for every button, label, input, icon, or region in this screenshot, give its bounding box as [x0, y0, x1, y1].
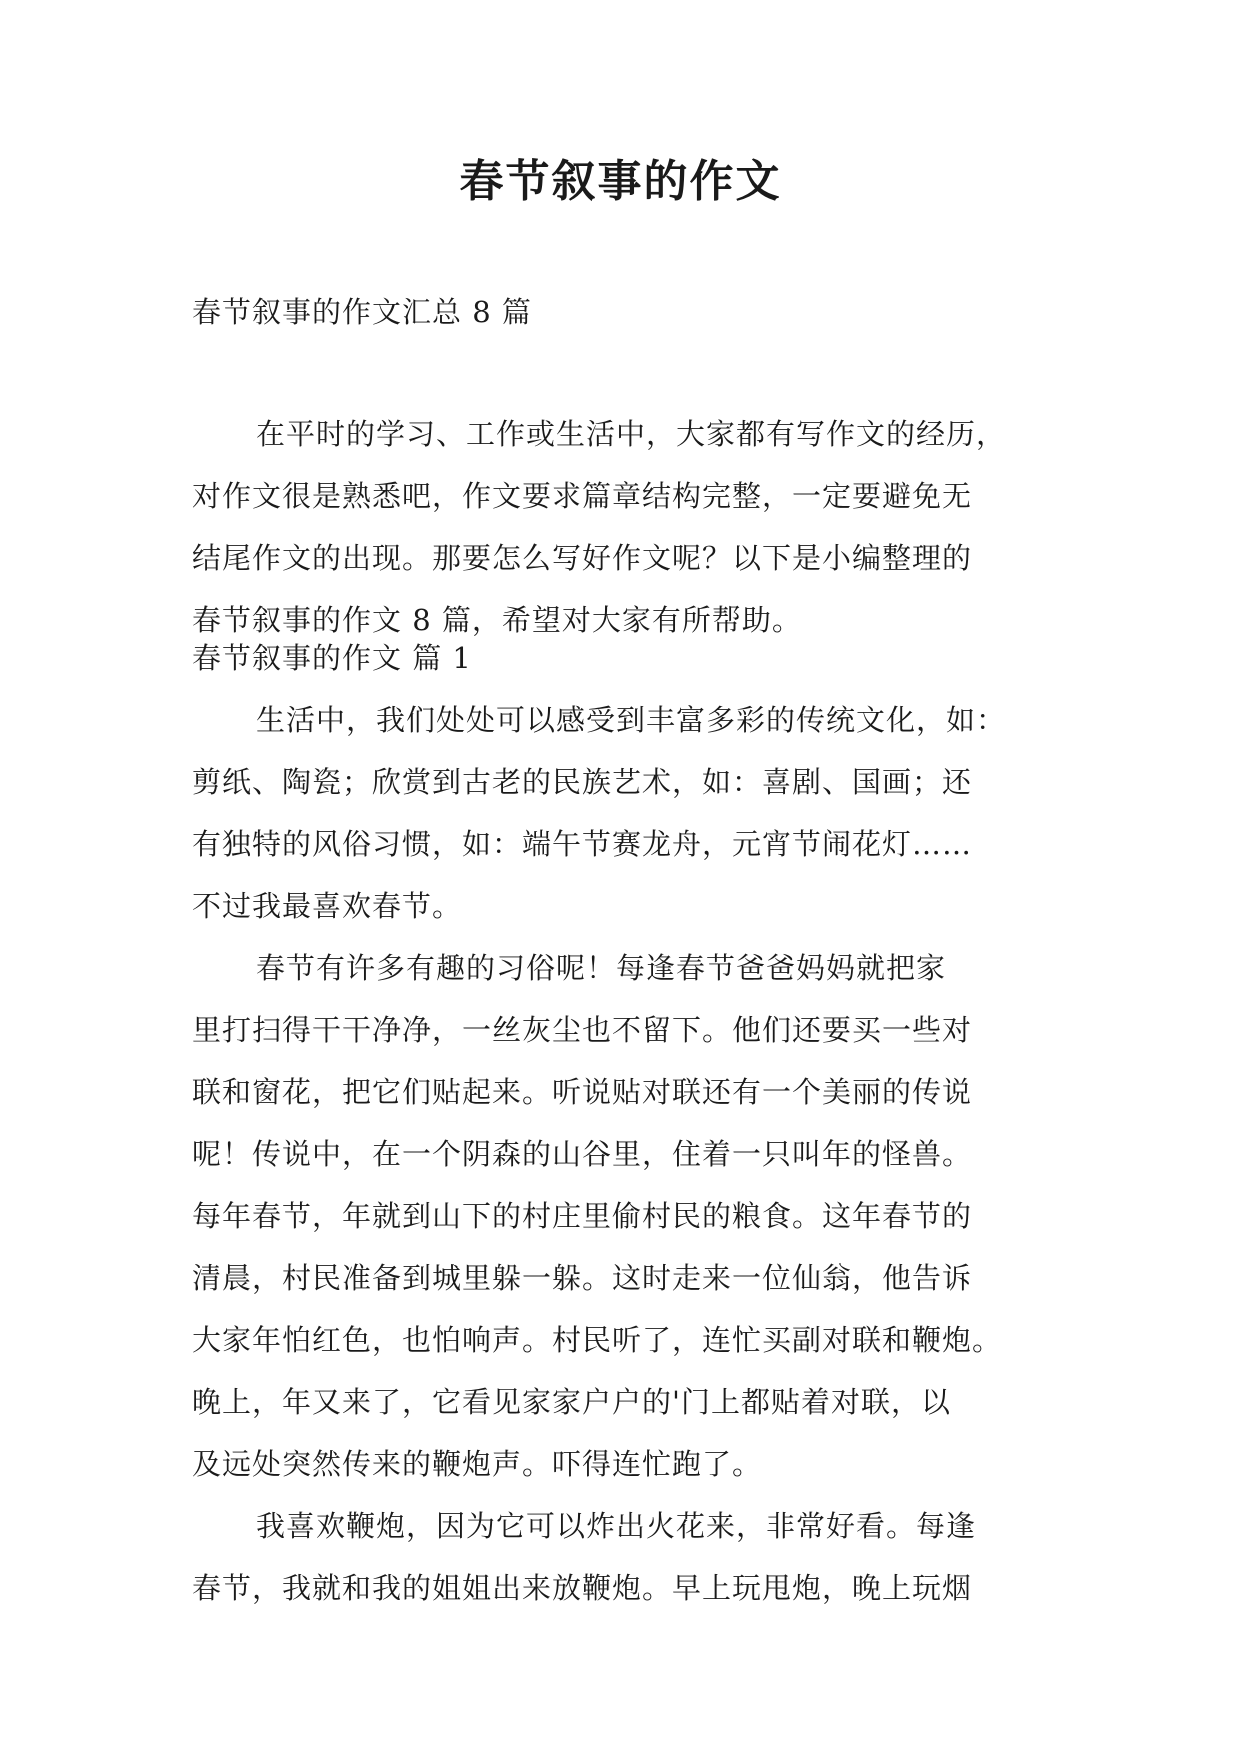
text-line: 联和窗花，把它们贴起来。听说贴对联还有一个美丽的传说	[192, 1075, 973, 1109]
text-line: 不过我最喜欢春节。	[192, 889, 463, 923]
document-title: 春节叙事的作文	[459, 156, 782, 207]
text-line: 大家年怕红色，也怕响声。村民听了，连忙买副对联和鞭炮。	[192, 1323, 1003, 1357]
intro-paragraph	[192, 403, 1062, 651]
text-line: 结尾作文的出现。那要怎么写好作文呢？以下是小编整理的	[192, 541, 973, 575]
text-line: 春节叙事的作文 8 篇，希望对大家有所帮助。	[192, 603, 802, 637]
text-line: 春节，我就和我的姐姐出来放鞭炮。早上玩甩炮，晚上玩烟	[192, 1571, 973, 1605]
section-heading: 春节叙事的作文 篇 1	[192, 641, 472, 675]
document-subtitle: 春节叙事的作文汇总 8 篇	[192, 295, 532, 329]
text-line: 里打扫得干干净净，一丝灰尘也不留下。他们还要买一些对	[192, 1013, 973, 1047]
text-line: 有独特的风俗习惯，如：端午节赛龙舟，元宵节闹花灯……	[192, 827, 973, 861]
text-line: 晚上，年又来了，它看见家家户户的'门上都贴着对联，以	[192, 1385, 951, 1419]
text-line: 剪纸、陶瓷；欣赏到古老的民族艺术，如：喜剧、国画；还	[192, 765, 973, 799]
text-line: 对作文很是熟悉吧，作文要求篇章结构完整，一定要避免无	[192, 479, 973, 513]
text-line: 生活中，我们处处可以感受到丰富多彩的传统文化，如：	[256, 703, 1007, 737]
text-line: 我喜欢鞭炮，因为它可以炸出火花来，非常好看。每逢	[256, 1509, 977, 1543]
text-line: 每年春节，年就到山下的村庄里偷村民的粮食。这年春节的	[192, 1199, 973, 1233]
section-1	[192, 627, 1062, 1619]
text-line: 呢！传说中，在一个阴森的山谷里，住着一只叫年的怪兽。	[192, 1137, 973, 1171]
text-line: 及远处突然传来的鞭炮声。吓得连忙跑了。	[192, 1447, 763, 1481]
text-line: 在平时的学习、工作或生活中，大家都有写作文的经历，	[256, 417, 1007, 451]
text-line: 春节有许多有趣的习俗呢！每逢春节爸爸妈妈就把家	[256, 951, 947, 985]
text-line: 清晨，村民准备到城里躲一躲。这时走来一位仙翁，他告诉	[192, 1261, 973, 1295]
